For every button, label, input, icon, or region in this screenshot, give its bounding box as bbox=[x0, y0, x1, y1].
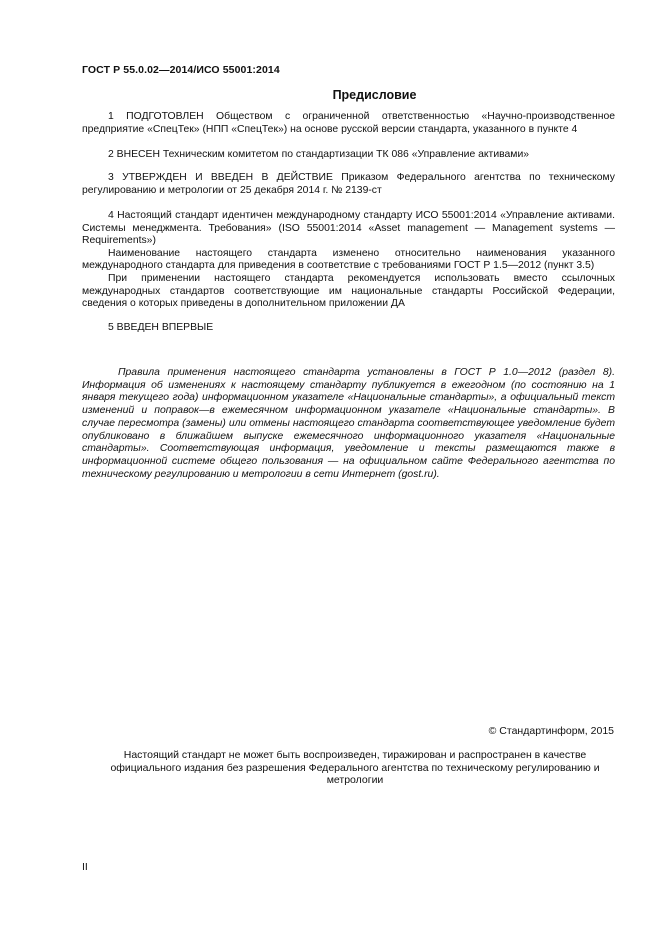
paragraph-approved bbox=[82, 172, 615, 197]
section-title: Предисловие bbox=[332, 88, 417, 102]
copyright-line: © Стандартинформ, 2015 bbox=[488, 725, 614, 737]
paragraph-prepared-by bbox=[82, 111, 615, 136]
paragraph-text: 2 ВНЕСЕН Техническим комитетом по стандартизации ТК 086 «Управление активами» bbox=[108, 149, 530, 160]
reproduction-notice: Настоящий стандарт не может быть воспроизведен, тиражирован и распространен в качестве официального издания без разрешения Федерального агентства по техническому регулированию и метрологии bbox=[110, 749, 600, 786]
paragraph-text: 5 ВВЕДЕН ВПЕРВЫЕ bbox=[108, 322, 214, 333]
paragraph-text: 3 УТВЕРЖДЕН И ВВЕДЕН В ДЕЙСТВИЕ Приказом Федерального агентства по техническому регулированию и метрологии от 25 декабря 2014 г. № 2139-ст bbox=[82, 172, 615, 196]
paragraph-text: При применении настоящего стандарта рекомендуется использовать вместо ссылочных международных стандартов соответствующие им национальные стандарты Российской Федерации, сведения о которых приведены в дополнительном приложении ДА bbox=[82, 272, 615, 310]
paragraph-text: 4 Настоящий стандарт идентичен международному стандарту ИСО 55001:2014 «Управление активами. Системы менеджмента. Требования» (ISO 55001:2014 «Asset management — Management systems — Requirements») bbox=[82, 210, 615, 247]
application-rules-notice: Правила применения настоящего стандарта установлены в ГОСТ Р 1.0—2012 (раздел 8). Информация об изменениях к настоящему стандарту публикуется в ежегодном (по состоянию на 1 января текущего года) информационном указателе «Национальные стандарты», а официальный текст изменений и поправок—в ежемесячном информационном указателе «Национальные стандарты». В случае пересмотра (замены) или отмены настоящего стандарта соответствующее уведомление будет опубликовано в ближайшем выпуске ежемесячного информационного указателя «Национальные стандарты». Соответствующая информация, уведомление и тексты размещаются также в информационной системе общего пользования — на официальном сайте Федерального агентства по техническому регулированию и метрологии в сети Интернет (gost.ru). bbox=[82, 367, 615, 480]
paragraph-text: Наименование настоящего стандарта изменено относительно наименования указанного международного стандарта для приведения в соответствие с требованиями ГОСТ Р 1.5—2012 (пункт 3.5) bbox=[82, 247, 615, 272]
paragraph-introduced bbox=[82, 322, 615, 335]
standard-code-header: ГОСТ Р 55.0.02—2014/ИСО 55001:2014 bbox=[82, 64, 280, 76]
paragraph-submitted-by bbox=[82, 149, 615, 162]
page-number: II bbox=[82, 861, 88, 873]
paragraph-text: 1 ПОДГОТОВЛЕН Обществом с ограниченной ответственностью «Научно-производственное предприятие «СпецТек» (НПП «СпецТек») на основе русской версии стандарта, указанного в пункте 4 bbox=[82, 111, 615, 135]
paragraph-identity bbox=[82, 210, 615, 311]
